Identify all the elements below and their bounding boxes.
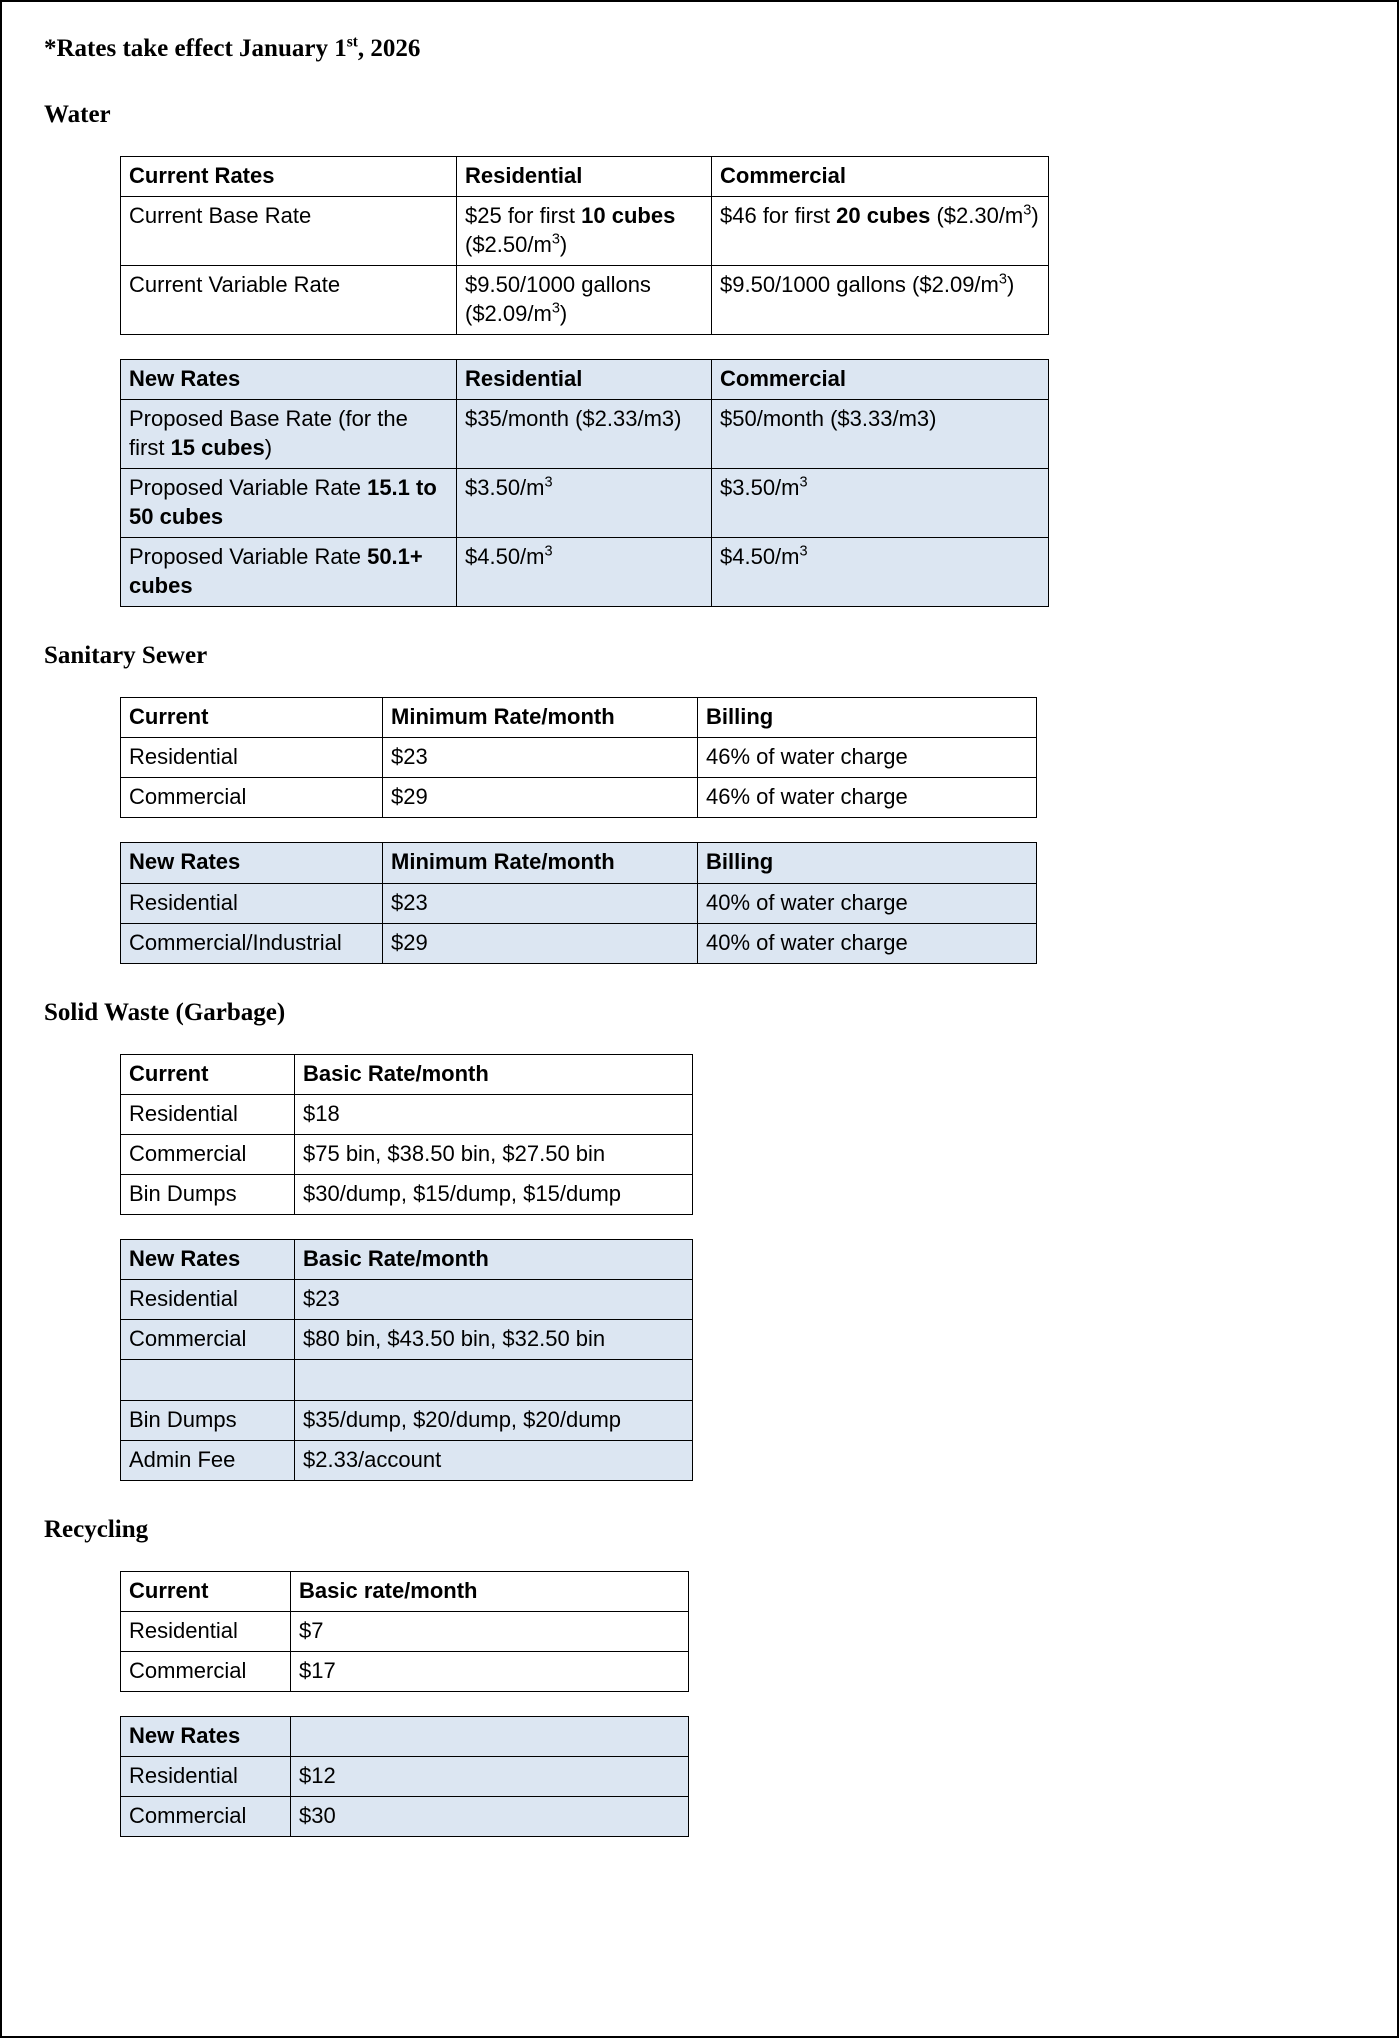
text-superscript: 3 — [799, 474, 808, 491]
cell-minimum-rate: $29 — [383, 778, 698, 818]
row-label-bin-dumps: Bin Dumps — [121, 1174, 295, 1214]
cell-basic-rate: $17 — [291, 1651, 689, 1691]
column-header-current-rates: Current Rates — [121, 157, 457, 197]
text-part: $46 for first — [720, 203, 837, 229]
table-row — [121, 1094, 693, 1134]
table-row — [121, 538, 1049, 607]
text-superscript: 3 — [551, 231, 560, 248]
cell-minimum-rate: $29 — [383, 923, 698, 963]
table-header-row — [121, 1054, 693, 1094]
cell-residential-proposed-base-rate: $35/month ($2.33/m3) — [457, 400, 712, 469]
text-bold-part: 50.1+ cubes — [129, 544, 423, 599]
cell-billing: 46% of water charge — [698, 778, 1037, 818]
text-bold-part: 20 cubes — [836, 203, 931, 229]
text-superscript: 3 — [551, 300, 560, 317]
column-header-new-rates: New Rates — [121, 843, 383, 883]
table-header-row — [121, 843, 1037, 883]
text-part: ) — [1031, 203, 1039, 229]
table-header-row — [121, 1571, 689, 1611]
text-superscript: 3 — [544, 474, 553, 491]
text-part: $3.50/m — [720, 475, 800, 501]
table-row — [121, 1134, 693, 1174]
table-header-row — [121, 1716, 689, 1756]
column-header-commercial: Commercial — [712, 157, 1049, 197]
row-label-empty — [121, 1359, 295, 1400]
table-row — [121, 1651, 689, 1691]
text-part: ) — [559, 232, 568, 258]
cell-billing: 40% of water charge — [698, 883, 1037, 923]
column-header-current: Current — [121, 1571, 291, 1611]
table-header-row — [121, 360, 1049, 400]
table-row — [121, 469, 1049, 538]
cell-residential-variable-tier1 — [457, 469, 712, 538]
column-header-current: Current — [121, 698, 383, 738]
row-label-residential: Residential — [121, 1279, 295, 1319]
table-row — [121, 400, 1049, 469]
row-label-proposed-base-rate — [121, 400, 457, 469]
text-bold-part: 15.1 to 50 cubes — [129, 475, 437, 530]
table-row — [121, 1440, 693, 1480]
cell-basic-rate: $30/dump, $15/dump, $15/dump — [295, 1174, 693, 1214]
row-label-commercial: Commercial — [121, 1319, 295, 1359]
effective-date-note — [44, 24, 1052, 64]
table-row — [121, 1611, 689, 1651]
text-superscript: 3 — [799, 543, 808, 560]
column-header-new-rates: New Rates — [121, 1716, 291, 1756]
table-row — [121, 266, 1049, 335]
text-part: Proposed Variable Rate — [129, 544, 368, 570]
text-superscript: 3 — [1023, 202, 1032, 219]
cell-basic-rate: $35/dump, $20/dump, $20/dump — [295, 1400, 693, 1440]
table-row — [121, 1797, 689, 1837]
table-row — [121, 738, 1037, 778]
cell-basic-rate: $12 — [291, 1756, 689, 1796]
table-header-row — [121, 698, 1037, 738]
cell-commercial-variable-tier2 — [712, 538, 1049, 607]
column-header-billing: Billing — [698, 843, 1037, 883]
text-superscript: 3 — [544, 543, 553, 560]
row-label-commercial: Commercial — [121, 778, 383, 818]
section-title-water: Water — [44, 101, 111, 128]
section-title-sanitary-sewer: Sanitary Sewer — [44, 642, 208, 670]
text-part: ) — [559, 301, 568, 327]
cell-commercial-variable-tier1 — [712, 469, 1049, 538]
waste-current-rates-table — [120, 1054, 693, 1215]
cell-billing: 46% of water charge — [698, 738, 1037, 778]
cell-empty — [295, 1359, 693, 1400]
cell-residential-variable-rate — [457, 266, 712, 335]
row-label-residential: Residential — [121, 738, 383, 778]
document-content — [42, 24, 1052, 1837]
column-header-minimum-rate: Minimum Rate/month — [383, 698, 698, 738]
waste-new-rates-table — [120, 1239, 693, 1481]
row-label-residential: Residential — [121, 1756, 291, 1796]
section-title-recycling: Recycling — [44, 1515, 149, 1543]
column-header-new-rates: New Rates — [121, 1239, 295, 1279]
cell-basic-rate: $2.33/account — [295, 1440, 693, 1480]
cell-minimum-rate: $23 — [383, 738, 698, 778]
cell-basic-rate: $7 — [291, 1611, 689, 1651]
cell-residential-variable-tier2 — [457, 538, 712, 607]
column-header-basic-rate: Basic Rate/month — [295, 1239, 693, 1279]
column-header-basic-rate: Basic rate/month — [291, 1571, 689, 1611]
text-part: ($2.30/m — [930, 203, 1024, 229]
text-bold-part: 10 cubes — [581, 203, 676, 229]
row-label-residential: Residential — [121, 1611, 291, 1651]
cell-commercial-proposed-base-rate: $50/month ($3.33/m3) — [712, 400, 1049, 469]
recycling-current-rates-table — [120, 1571, 689, 1692]
text-part: $4.50/m — [720, 544, 800, 570]
row-label-proposed-variable-rate-tier1 — [121, 469, 457, 538]
row-label-current-variable-rate: Current Variable Rate — [121, 266, 457, 335]
row-label-proposed-variable-rate-tier2 — [121, 538, 457, 607]
cell-minimum-rate: $23 — [383, 883, 698, 923]
cell-basic-rate: $30 — [291, 1797, 689, 1837]
row-label-commercial: Commercial — [121, 1134, 295, 1174]
effective-date-suffix: , 2026 — [357, 35, 421, 62]
cell-residential-base-rate — [457, 197, 712, 266]
text-bold-part: 15 cubes — [170, 435, 265, 461]
row-label-current-base-rate: Current Base Rate — [121, 197, 457, 266]
table-row-empty — [121, 1359, 693, 1400]
column-header-blank — [291, 1716, 689, 1756]
column-header-new-rates: New Rates — [121, 360, 457, 400]
column-header-commercial: Commercial — [712, 360, 1049, 400]
table-row — [121, 883, 1037, 923]
text-part: $3.50/m — [465, 475, 545, 501]
cell-billing: 40% of water charge — [698, 923, 1037, 963]
text-part: $25 for first — [465, 203, 582, 229]
table-row — [121, 1279, 693, 1319]
row-label-bin-dumps: Bin Dumps — [121, 1400, 295, 1440]
cell-basic-rate: $18 — [295, 1094, 693, 1134]
text-part: Proposed Variable Rate — [129, 475, 368, 501]
column-header-basic-rate: Basic Rate/month — [295, 1054, 693, 1094]
text-part: $9.50/1000 gallons ($2.09/m — [465, 272, 651, 327]
text-part: $9.50/1000 gallons ($2.09/m — [720, 272, 999, 298]
table-header-row — [121, 157, 1049, 197]
table-row — [121, 197, 1049, 266]
text-part: $4.50/m — [465, 544, 545, 570]
sewer-current-rates-table — [120, 697, 1037, 818]
cell-commercial-base-rate — [712, 197, 1049, 266]
text-part: Proposed Base Rate (for the first — [129, 406, 408, 461]
effective-date-ordinal: st — [346, 33, 358, 51]
table-row — [121, 1174, 693, 1214]
column-header-residential: Residential — [457, 360, 712, 400]
column-header-billing: Billing — [698, 698, 1037, 738]
text-part: ($2.50/m — [465, 232, 552, 258]
table-row — [121, 923, 1037, 963]
cell-commercial-variable-rate — [712, 266, 1049, 335]
column-header-current: Current — [121, 1054, 295, 1094]
row-label-admin-fee: Admin Fee — [121, 1440, 295, 1480]
row-label-residential: Residential — [121, 883, 383, 923]
table-row — [121, 1400, 693, 1440]
row-label-residential: Residential — [121, 1094, 295, 1134]
text-superscript: 3 — [998, 271, 1007, 288]
table-row — [121, 1319, 693, 1359]
recycling-new-rates-table — [120, 1716, 689, 1837]
text-part: ) — [264, 435, 273, 461]
cell-basic-rate: $23 — [295, 1279, 693, 1319]
table-row — [121, 778, 1037, 818]
sewer-new-rates-table — [120, 842, 1037, 963]
section-title-solid-waste: Solid Waste (Garbage) — [44, 998, 286, 1026]
row-label-commercial: Commercial — [121, 1797, 291, 1837]
water-new-rates-table — [120, 359, 1049, 607]
cell-basic-rate: $75 bin, $38.50 bin, $27.50 bin — [295, 1134, 693, 1174]
row-label-commercial: Commercial — [121, 1651, 291, 1691]
table-header-row — [121, 1239, 693, 1279]
text-part: ) — [1006, 272, 1015, 298]
cell-basic-rate: $80 bin, $43.50 bin, $32.50 bin — [295, 1319, 693, 1359]
column-header-minimum-rate: Minimum Rate/month — [383, 843, 698, 883]
effective-date-prefix: *Rates take effect January 1 — [44, 35, 347, 62]
row-label-commercial-industrial: Commercial/Industrial — [121, 923, 383, 963]
column-header-residential: Residential — [457, 157, 712, 197]
table-row — [121, 1756, 689, 1796]
water-current-rates-table — [120, 156, 1049, 335]
